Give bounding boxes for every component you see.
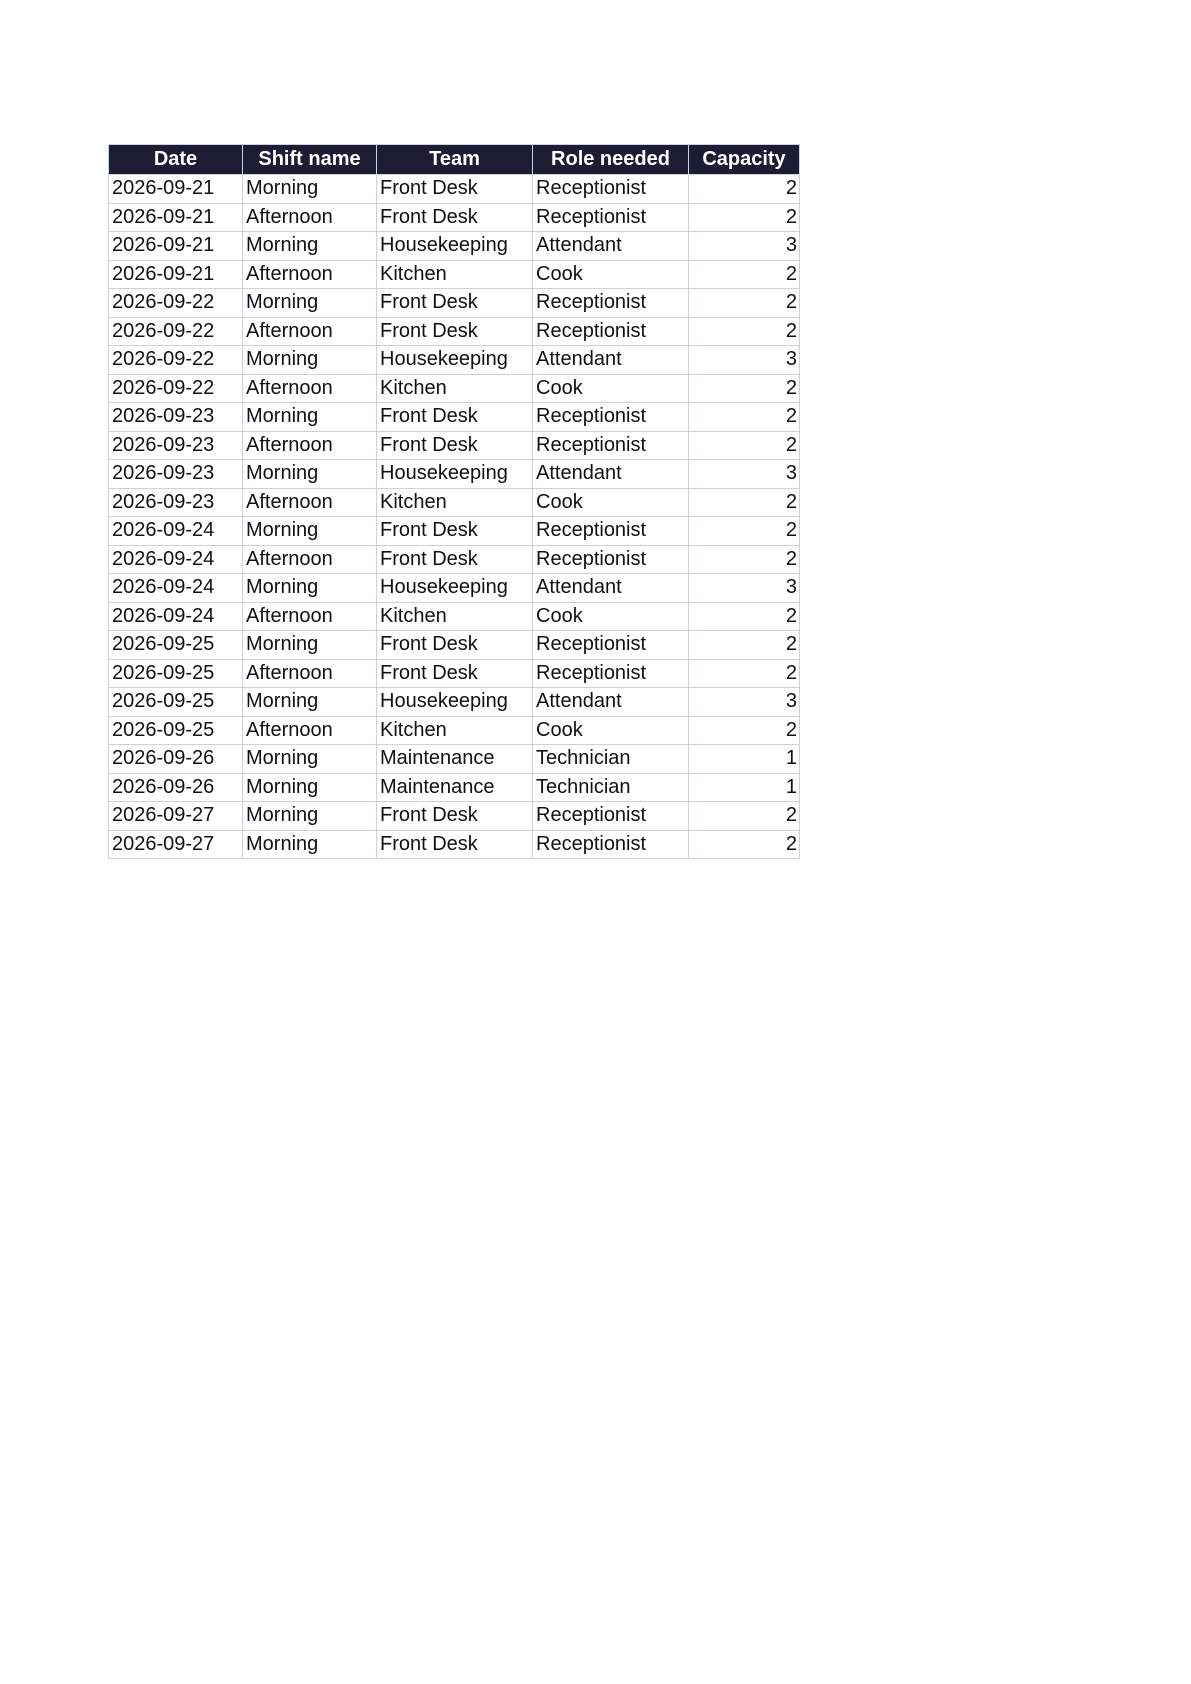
capacity-cell[interactable]: 3 <box>689 346 800 375</box>
date-cell[interactable]: 2026-09-22 <box>109 289 243 318</box>
date-cell[interactable]: 2026-09-25 <box>109 716 243 745</box>
role-needed-cell[interactable]: Receptionist <box>533 659 689 688</box>
column-header-capacity[interactable]: Capacity <box>689 145 800 175</box>
team-cell[interactable]: Kitchen <box>377 374 533 403</box>
table-row <box>109 688 800 717</box>
role-needed-cell[interactable]: Cook <box>533 260 689 289</box>
table-row <box>109 631 800 660</box>
team-cell[interactable]: Maintenance <box>377 773 533 802</box>
shift-name-cell[interactable]: Afternoon <box>243 203 377 232</box>
date-cell[interactable]: 2026-09-23 <box>109 403 243 432</box>
date-cell[interactable]: 2026-09-27 <box>109 830 243 859</box>
role-needed-cell[interactable]: Attendant <box>533 688 689 717</box>
capacity-cell[interactable]: 2 <box>689 203 800 232</box>
capacity-cell[interactable]: 2 <box>689 488 800 517</box>
date-cell[interactable]: 2026-09-24 <box>109 545 243 574</box>
table-row <box>109 232 800 261</box>
capacity-cell[interactable]: 2 <box>689 374 800 403</box>
role-needed-cell[interactable]: Receptionist <box>533 802 689 831</box>
capacity-cell[interactable]: 3 <box>689 460 800 489</box>
date-cell[interactable]: 2026-09-24 <box>109 602 243 631</box>
table-row <box>109 460 800 489</box>
date-cell[interactable]: 2026-09-25 <box>109 631 243 660</box>
shift-name-cell[interactable]: Morning <box>243 745 377 774</box>
column-header-team[interactable]: Team <box>377 145 533 175</box>
role-needed-cell[interactable]: Attendant <box>533 346 689 375</box>
capacity-cell[interactable]: 3 <box>689 232 800 261</box>
shift-name-cell[interactable]: Afternoon <box>243 431 377 460</box>
column-header-role-needed[interactable]: Role needed <box>533 145 689 175</box>
date-cell[interactable]: 2026-09-24 <box>109 574 243 603</box>
date-cell[interactable]: 2026-09-23 <box>109 431 243 460</box>
table-row <box>109 175 800 204</box>
shift-name-cell[interactable]: Afternoon <box>243 260 377 289</box>
table-row <box>109 403 800 432</box>
capacity-cell[interactable]: 2 <box>689 517 800 546</box>
role-needed-cell[interactable]: Cook <box>533 488 689 517</box>
capacity-cell[interactable]: 2 <box>689 289 800 318</box>
team-cell[interactable]: Front Desk <box>377 203 533 232</box>
table-row <box>109 773 800 802</box>
table-row <box>109 488 800 517</box>
date-cell[interactable]: 2026-09-21 <box>109 203 243 232</box>
team-cell[interactable]: Housekeeping <box>377 346 533 375</box>
shift-name-cell[interactable]: Morning <box>243 175 377 204</box>
shift-name-cell[interactable]: Afternoon <box>243 602 377 631</box>
capacity-cell[interactable]: 2 <box>689 830 800 859</box>
date-cell[interactable]: 2026-09-25 <box>109 688 243 717</box>
table-body <box>109 175 800 859</box>
table-row <box>109 289 800 318</box>
table-row <box>109 830 800 859</box>
capacity-cell[interactable]: 3 <box>689 688 800 717</box>
table-row <box>109 517 800 546</box>
table-row <box>109 602 800 631</box>
capacity-cell[interactable]: 2 <box>689 431 800 460</box>
shift-name-cell[interactable]: Afternoon <box>243 659 377 688</box>
team-cell[interactable]: Housekeeping <box>377 574 533 603</box>
shift-name-cell[interactable]: Morning <box>243 289 377 318</box>
date-cell[interactable]: 2026-09-25 <box>109 659 243 688</box>
header-row <box>109 145 800 175</box>
role-needed-cell[interactable]: Attendant <box>533 460 689 489</box>
date-cell[interactable]: 2026-09-22 <box>109 374 243 403</box>
shift-name-cell[interactable]: Morning <box>243 346 377 375</box>
team-cell[interactable]: Front Desk <box>377 631 533 660</box>
date-cell[interactable]: 2026-09-21 <box>109 260 243 289</box>
table-row <box>109 802 800 831</box>
team-cell[interactable]: Kitchen <box>377 260 533 289</box>
role-needed-cell[interactable]: Receptionist <box>533 545 689 574</box>
capacity-cell[interactable]: 2 <box>689 802 800 831</box>
team-cell[interactable]: Housekeeping <box>377 460 533 489</box>
team-cell[interactable]: Front Desk <box>377 659 533 688</box>
role-needed-cell[interactable]: Technician <box>533 745 689 774</box>
date-cell[interactable]: 2026-09-23 <box>109 488 243 517</box>
shift-table <box>108 144 800 859</box>
table-row <box>109 203 800 232</box>
capacity-cell[interactable]: 2 <box>689 659 800 688</box>
shift-name-cell[interactable]: Morning <box>243 574 377 603</box>
role-needed-cell[interactable]: Receptionist <box>533 203 689 232</box>
shift-name-cell[interactable]: Afternoon <box>243 488 377 517</box>
column-header-date[interactable]: Date <box>109 145 243 175</box>
team-cell[interactable]: Front Desk <box>377 545 533 574</box>
shift-name-cell[interactable]: Morning <box>243 517 377 546</box>
table-row <box>109 574 800 603</box>
role-needed-cell[interactable]: Cook <box>533 716 689 745</box>
capacity-cell[interactable]: 2 <box>689 716 800 745</box>
team-cell[interactable]: Front Desk <box>377 289 533 318</box>
capacity-cell[interactable]: 2 <box>689 631 800 660</box>
role-needed-cell[interactable]: Receptionist <box>533 631 689 660</box>
team-cell[interactable]: Front Desk <box>377 431 533 460</box>
role-needed-cell[interactable]: Attendant <box>533 232 689 261</box>
team-cell[interactable]: Maintenance <box>377 745 533 774</box>
team-cell[interactable]: Kitchen <box>377 602 533 631</box>
table-row <box>109 346 800 375</box>
shift-name-cell[interactable]: Afternoon <box>243 374 377 403</box>
role-needed-cell[interactable]: Receptionist <box>533 289 689 318</box>
role-needed-cell[interactable]: Receptionist <box>533 830 689 859</box>
shift-name-cell[interactable]: Afternoon <box>243 317 377 346</box>
team-cell[interactable]: Front Desk <box>377 517 533 546</box>
capacity-cell[interactable]: 2 <box>689 602 800 631</box>
team-cell[interactable]: Kitchen <box>377 488 533 517</box>
shift-name-cell[interactable]: Morning <box>243 631 377 660</box>
capacity-cell[interactable]: 3 <box>689 574 800 603</box>
team-cell[interactable]: Kitchen <box>377 716 533 745</box>
date-cell[interactable]: 2026-09-27 <box>109 802 243 831</box>
table-row <box>109 317 800 346</box>
date-cell[interactable]: 2026-09-26 <box>109 745 243 774</box>
shift-name-cell[interactable]: Afternoon <box>243 545 377 574</box>
date-cell[interactable]: 2026-09-22 <box>109 317 243 346</box>
role-needed-cell[interactable]: Receptionist <box>533 403 689 432</box>
role-needed-cell[interactable]: Receptionist <box>533 431 689 460</box>
team-cell[interactable]: Front Desk <box>377 317 533 346</box>
table-row <box>109 545 800 574</box>
date-cell[interactable]: 2026-09-24 <box>109 517 243 546</box>
table-row <box>109 659 800 688</box>
date-cell[interactable]: 2026-09-22 <box>109 346 243 375</box>
capacity-cell[interactable]: 2 <box>689 175 800 204</box>
capacity-cell[interactable]: 2 <box>689 545 800 574</box>
shift-name-cell[interactable]: Morning <box>243 688 377 717</box>
team-cell[interactable]: Front Desk <box>377 802 533 831</box>
role-needed-cell[interactable]: Receptionist <box>533 517 689 546</box>
team-cell[interactable]: Front Desk <box>377 403 533 432</box>
capacity-cell[interactable]: 1 <box>689 773 800 802</box>
shift-name-cell[interactable]: Morning <box>243 232 377 261</box>
capacity-cell[interactable]: 2 <box>689 403 800 432</box>
role-needed-cell[interactable]: Cook <box>533 374 689 403</box>
date-cell[interactable]: 2026-09-26 <box>109 773 243 802</box>
shift-name-cell[interactable]: Morning <box>243 403 377 432</box>
role-needed-cell[interactable]: Attendant <box>533 574 689 603</box>
table-row <box>109 431 800 460</box>
table-row <box>109 745 800 774</box>
column-header-shift-name[interactable]: Shift name <box>243 145 377 175</box>
capacity-cell[interactable]: 1 <box>689 745 800 774</box>
team-cell[interactable]: Front Desk <box>377 175 533 204</box>
date-cell[interactable]: 2026-09-23 <box>109 460 243 489</box>
role-needed-cell[interactable]: Technician <box>533 773 689 802</box>
date-cell[interactable]: 2026-09-21 <box>109 232 243 261</box>
table-row <box>109 716 800 745</box>
date-cell[interactable]: 2026-09-21 <box>109 175 243 204</box>
table-row <box>109 260 800 289</box>
table-header <box>109 145 800 175</box>
team-cell[interactable]: Front Desk <box>377 830 533 859</box>
team-cell[interactable]: Housekeeping <box>377 232 533 261</box>
shift-name-cell[interactable]: Morning <box>243 802 377 831</box>
role-needed-cell[interactable]: Cook <box>533 602 689 631</box>
table-row <box>109 374 800 403</box>
shift-name-cell[interactable]: Morning <box>243 773 377 802</box>
shift-name-cell[interactable]: Morning <box>243 830 377 859</box>
team-cell[interactable]: Housekeeping <box>377 688 533 717</box>
role-needed-cell[interactable]: Receptionist <box>533 317 689 346</box>
shift-name-cell[interactable]: Morning <box>243 460 377 489</box>
capacity-cell[interactable]: 2 <box>689 317 800 346</box>
shift-name-cell[interactable]: Afternoon <box>243 716 377 745</box>
role-needed-cell[interactable]: Receptionist <box>533 175 689 204</box>
capacity-cell[interactable]: 2 <box>689 260 800 289</box>
